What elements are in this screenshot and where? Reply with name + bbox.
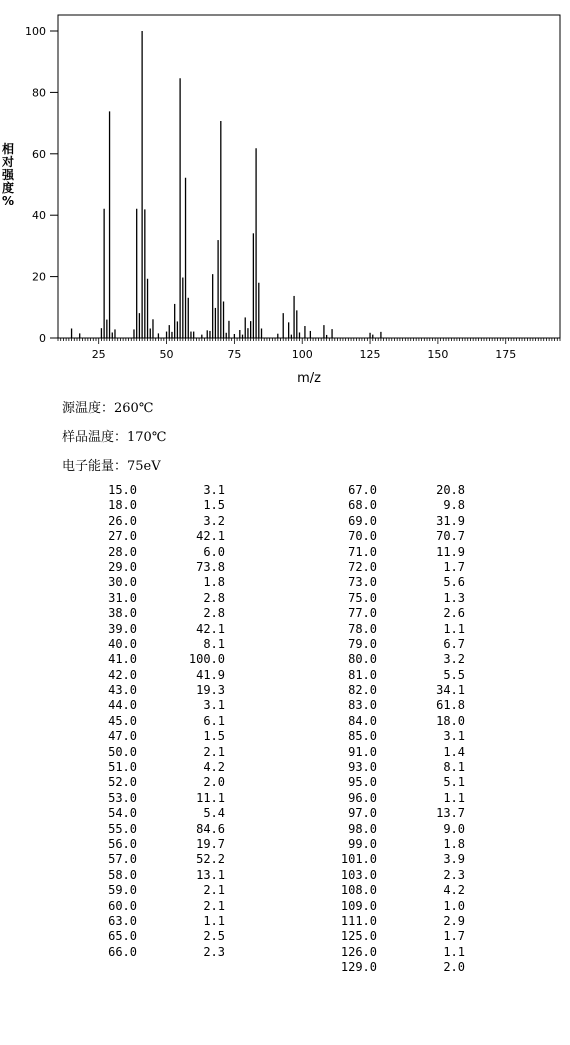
mz-value: 29.0	[108, 559, 137, 574]
mz-value: 80.0	[348, 652, 377, 667]
y-tick-label: 40	[32, 209, 46, 223]
intensity-value: 61.8	[436, 698, 465, 713]
intensity-value: 5.5	[443, 667, 465, 682]
table-row	[315, 960, 465, 975]
intensity-value: 20.8	[436, 483, 465, 497]
intensity-value: 1.1	[443, 790, 465, 805]
table-row	[75, 914, 225, 929]
intensity-value: 2.8	[203, 590, 225, 605]
intensity-value: 2.5	[203, 929, 225, 944]
table-row	[315, 822, 465, 837]
mz-value: 99.0	[348, 836, 377, 851]
intensity-value: 1.5	[203, 498, 225, 513]
mz-value: 71.0	[348, 544, 377, 559]
table-row	[315, 714, 465, 729]
intensity-value: 70.7	[436, 529, 465, 544]
mz-value: 59.0	[108, 883, 137, 898]
intensity-value: 1.8	[203, 575, 225, 590]
mz-value: 84.0	[348, 713, 377, 728]
intensity-value: 19.3	[196, 683, 225, 698]
table-row	[315, 899, 465, 914]
x-tick-label: 150	[427, 348, 449, 361]
table-row	[315, 591, 465, 606]
table-row	[315, 483, 465, 498]
table-row	[315, 575, 465, 590]
y-tick-label: 60	[32, 147, 46, 161]
mz-value: 109.0	[340, 898, 377, 913]
intensity-value: 6.0	[203, 544, 225, 559]
mz-value: 66.0	[108, 944, 137, 959]
x-tick-label: 175	[495, 348, 517, 361]
peak-table-left	[75, 483, 225, 960]
intensity-value: 11.9	[436, 544, 465, 559]
table-row	[315, 560, 465, 575]
table-row	[75, 652, 225, 667]
y-tick-label: 80	[32, 86, 46, 100]
table-row	[75, 483, 225, 498]
table-row	[315, 775, 465, 790]
mz-value: 43.0	[108, 683, 137, 698]
table-row	[315, 852, 465, 867]
intensity-value: 2.0	[203, 775, 225, 790]
table-row	[75, 945, 225, 960]
table-row	[75, 729, 225, 744]
table-row	[315, 514, 465, 529]
intensity-value: 2.9	[443, 913, 465, 928]
x-tick-label: 50	[159, 348, 174, 361]
mz-value: 91.0	[348, 744, 377, 759]
table-row	[315, 745, 465, 760]
intensity-value: 8.1	[443, 760, 465, 775]
table-row	[75, 714, 225, 729]
intensity-value: 2.8	[203, 606, 225, 621]
mz-value: 39.0	[108, 621, 137, 636]
mass-spectrum-chart	[0, 0, 570, 392]
mz-value: 28.0	[108, 544, 137, 559]
intensity-value: 2.1	[203, 898, 225, 913]
intensity-value: 19.7	[196, 836, 225, 851]
intensity-value: 1.1	[443, 944, 465, 959]
peak-table-right	[315, 483, 465, 976]
intensity-value: 52.2	[196, 852, 225, 867]
mz-value: 111.0	[340, 913, 377, 928]
y-tick-label: 100	[25, 25, 46, 38]
intensity-value: 18.0	[436, 713, 465, 728]
y-label-char: 对	[1, 155, 14, 169]
table-row	[75, 837, 225, 852]
intensity-value: 1.3	[443, 590, 465, 605]
mz-value: 47.0	[108, 729, 137, 744]
intensity-value: 4.2	[203, 760, 225, 775]
table-row	[75, 745, 225, 760]
table-row	[75, 575, 225, 590]
intensity-value: 1.4	[443, 744, 465, 759]
table-row	[315, 837, 465, 852]
table-row	[75, 514, 225, 529]
mz-value: 53.0	[108, 790, 137, 805]
table-row	[315, 498, 465, 513]
intensity-value: 1.1	[443, 621, 465, 636]
y-axis-label	[1, 143, 15, 208]
mz-value: 95.0	[348, 775, 377, 790]
mz-value: 85.0	[348, 729, 377, 744]
table-row	[75, 545, 225, 560]
intensity-value: 42.1	[196, 621, 225, 636]
mz-value: 129.0	[340, 960, 377, 975]
y-label-char: %	[1, 194, 15, 208]
table-row	[75, 606, 225, 621]
intensity-value: 34.1	[436, 683, 465, 698]
mz-value: 52.0	[108, 775, 137, 790]
intensity-value: 13.1	[196, 867, 225, 882]
source-temperature: 源温度：260℃	[62, 401, 154, 416]
intensity-value: 1.0	[443, 898, 465, 913]
mz-value: 55.0	[108, 821, 137, 836]
mz-value: 93.0	[348, 760, 377, 775]
table-row	[75, 529, 225, 544]
mz-value: 83.0	[348, 698, 377, 713]
mz-value: 98.0	[348, 821, 377, 836]
intensity-value: 9.0	[443, 821, 465, 836]
table-row	[315, 637, 465, 652]
mz-value: 125.0	[340, 929, 377, 944]
mz-value: 30.0	[108, 575, 137, 590]
mz-value: 38.0	[108, 606, 137, 621]
mz-value: 77.0	[348, 606, 377, 621]
intensity-value: 6.1	[203, 713, 225, 728]
intensity-value: 4.2	[443, 883, 465, 898]
mz-value: 58.0	[108, 867, 137, 882]
mz-value: 41.0	[108, 652, 137, 667]
intensity-value: 100.0	[188, 652, 225, 667]
mz-value: 79.0	[348, 636, 377, 651]
intensity-value: 3.2	[203, 513, 225, 528]
intensity-value: 2.1	[203, 883, 225, 898]
intensity-value: 1.1	[203, 913, 225, 928]
y-label-char: 度	[1, 181, 14, 195]
table-row	[315, 652, 465, 667]
intensity-value: 13.7	[436, 806, 465, 821]
intensity-value: 73.8	[196, 559, 225, 574]
mz-value: 54.0	[108, 806, 137, 821]
y-tick-label: 0	[39, 332, 46, 345]
mz-value: 69.0	[348, 513, 377, 528]
mz-value: 15.0	[108, 483, 137, 497]
table-row	[315, 606, 465, 621]
plot-frame	[58, 15, 560, 338]
table-row	[75, 929, 225, 944]
table-row	[75, 498, 225, 513]
mz-value: 96.0	[348, 790, 377, 805]
intensity-value: 84.6	[196, 821, 225, 836]
intensity-value: 8.1	[203, 636, 225, 651]
intensity-value: 5.6	[443, 575, 465, 590]
table-row	[315, 868, 465, 883]
table-row	[75, 560, 225, 575]
intensity-value: 6.7	[443, 636, 465, 651]
mz-value: 63.0	[108, 913, 137, 928]
table-row	[75, 791, 225, 806]
table-row	[75, 775, 225, 790]
mz-value: 78.0	[348, 621, 377, 636]
table-row	[75, 637, 225, 652]
intensity-value: 11.1	[196, 790, 225, 805]
mz-value: 27.0	[108, 529, 137, 544]
table-row	[75, 622, 225, 637]
table-row	[75, 806, 225, 821]
intensity-value: 2.3	[443, 867, 465, 882]
intensity-value: 1.7	[443, 559, 465, 574]
y-label-char: 相	[1, 142, 14, 156]
intensity-value: 3.1	[203, 698, 225, 713]
table-row	[315, 698, 465, 713]
intensity-value: 5.1	[443, 775, 465, 790]
x-tick-label: 25	[91, 348, 106, 361]
intensity-value: 41.9	[196, 667, 225, 682]
table-row	[75, 822, 225, 837]
mz-value: 44.0	[108, 698, 137, 713]
table-row	[315, 791, 465, 806]
table-row	[315, 914, 465, 929]
intensity-value: 31.9	[436, 513, 465, 528]
intensity-value: 3.1	[443, 729, 465, 744]
mz-value: 68.0	[348, 498, 377, 513]
intensity-value: 5.4	[203, 806, 225, 821]
intensity-value: 2.0	[443, 960, 465, 975]
mz-value: 60.0	[108, 898, 137, 913]
table-row	[75, 868, 225, 883]
mz-value: 72.0	[348, 559, 377, 574]
intensity-value: 1.5	[203, 729, 225, 744]
mz-value: 57.0	[108, 852, 137, 867]
x-tick-label: 125	[359, 348, 381, 361]
intensity-value: 42.1	[196, 529, 225, 544]
sample-temperature: 样品温度：170℃	[62, 430, 167, 445]
table-row	[315, 683, 465, 698]
table-row	[75, 899, 225, 914]
x-tick-label: 75	[227, 348, 242, 361]
mz-value: 108.0	[340, 883, 377, 898]
table-row	[75, 883, 225, 898]
table-row	[75, 591, 225, 606]
table-row	[315, 760, 465, 775]
table-row	[75, 852, 225, 867]
mz-value: 97.0	[348, 806, 377, 821]
table-row	[315, 622, 465, 637]
intensity-value: 2.1	[203, 744, 225, 759]
table-row	[315, 929, 465, 944]
mz-value: 40.0	[108, 636, 137, 651]
table-row	[75, 668, 225, 683]
mz-value: 73.0	[348, 575, 377, 590]
table-row	[75, 760, 225, 775]
intensity-value: 2.6	[443, 606, 465, 621]
intensity-value: 3.1	[203, 483, 225, 497]
table-row	[315, 668, 465, 683]
intensity-value: 3.2	[443, 652, 465, 667]
intensity-value: 1.8	[443, 836, 465, 851]
table-row	[315, 529, 465, 544]
table-row	[315, 729, 465, 744]
mz-value: 81.0	[348, 667, 377, 682]
table-row	[315, 945, 465, 960]
table-row	[315, 545, 465, 560]
mz-value: 101.0	[340, 852, 377, 867]
mz-value: 82.0	[348, 683, 377, 698]
mz-value: 126.0	[340, 944, 377, 959]
mz-value: 26.0	[108, 513, 137, 528]
intensity-value: 9.8	[443, 498, 465, 513]
intensity-value: 2.3	[203, 944, 225, 959]
y-label-char: 强	[1, 168, 14, 182]
mz-value: 56.0	[108, 836, 137, 851]
mz-value: 42.0	[108, 667, 137, 682]
mz-value: 51.0	[108, 760, 137, 775]
intensity-value: 3.9	[443, 852, 465, 867]
y-tick-label: 20	[32, 270, 46, 284]
mz-value: 67.0	[348, 483, 377, 497]
table-row	[75, 683, 225, 698]
table-row	[75, 698, 225, 713]
mz-value: 70.0	[348, 529, 377, 544]
mz-value: 45.0	[108, 713, 137, 728]
table-row	[315, 883, 465, 898]
mz-value: 75.0	[348, 590, 377, 605]
table-row	[315, 806, 465, 821]
intensity-value: 1.7	[443, 929, 465, 944]
electron-energy: 电子能量：75eV	[62, 459, 161, 474]
mz-value: 50.0	[108, 744, 137, 759]
mz-value: 31.0	[108, 590, 137, 605]
mz-value: 103.0	[340, 867, 377, 882]
x-tick-label: 100	[291, 348, 313, 361]
mz-value: 18.0	[108, 498, 137, 513]
mz-value: 65.0	[108, 929, 137, 944]
x-axis-label: m/z	[297, 371, 321, 386]
